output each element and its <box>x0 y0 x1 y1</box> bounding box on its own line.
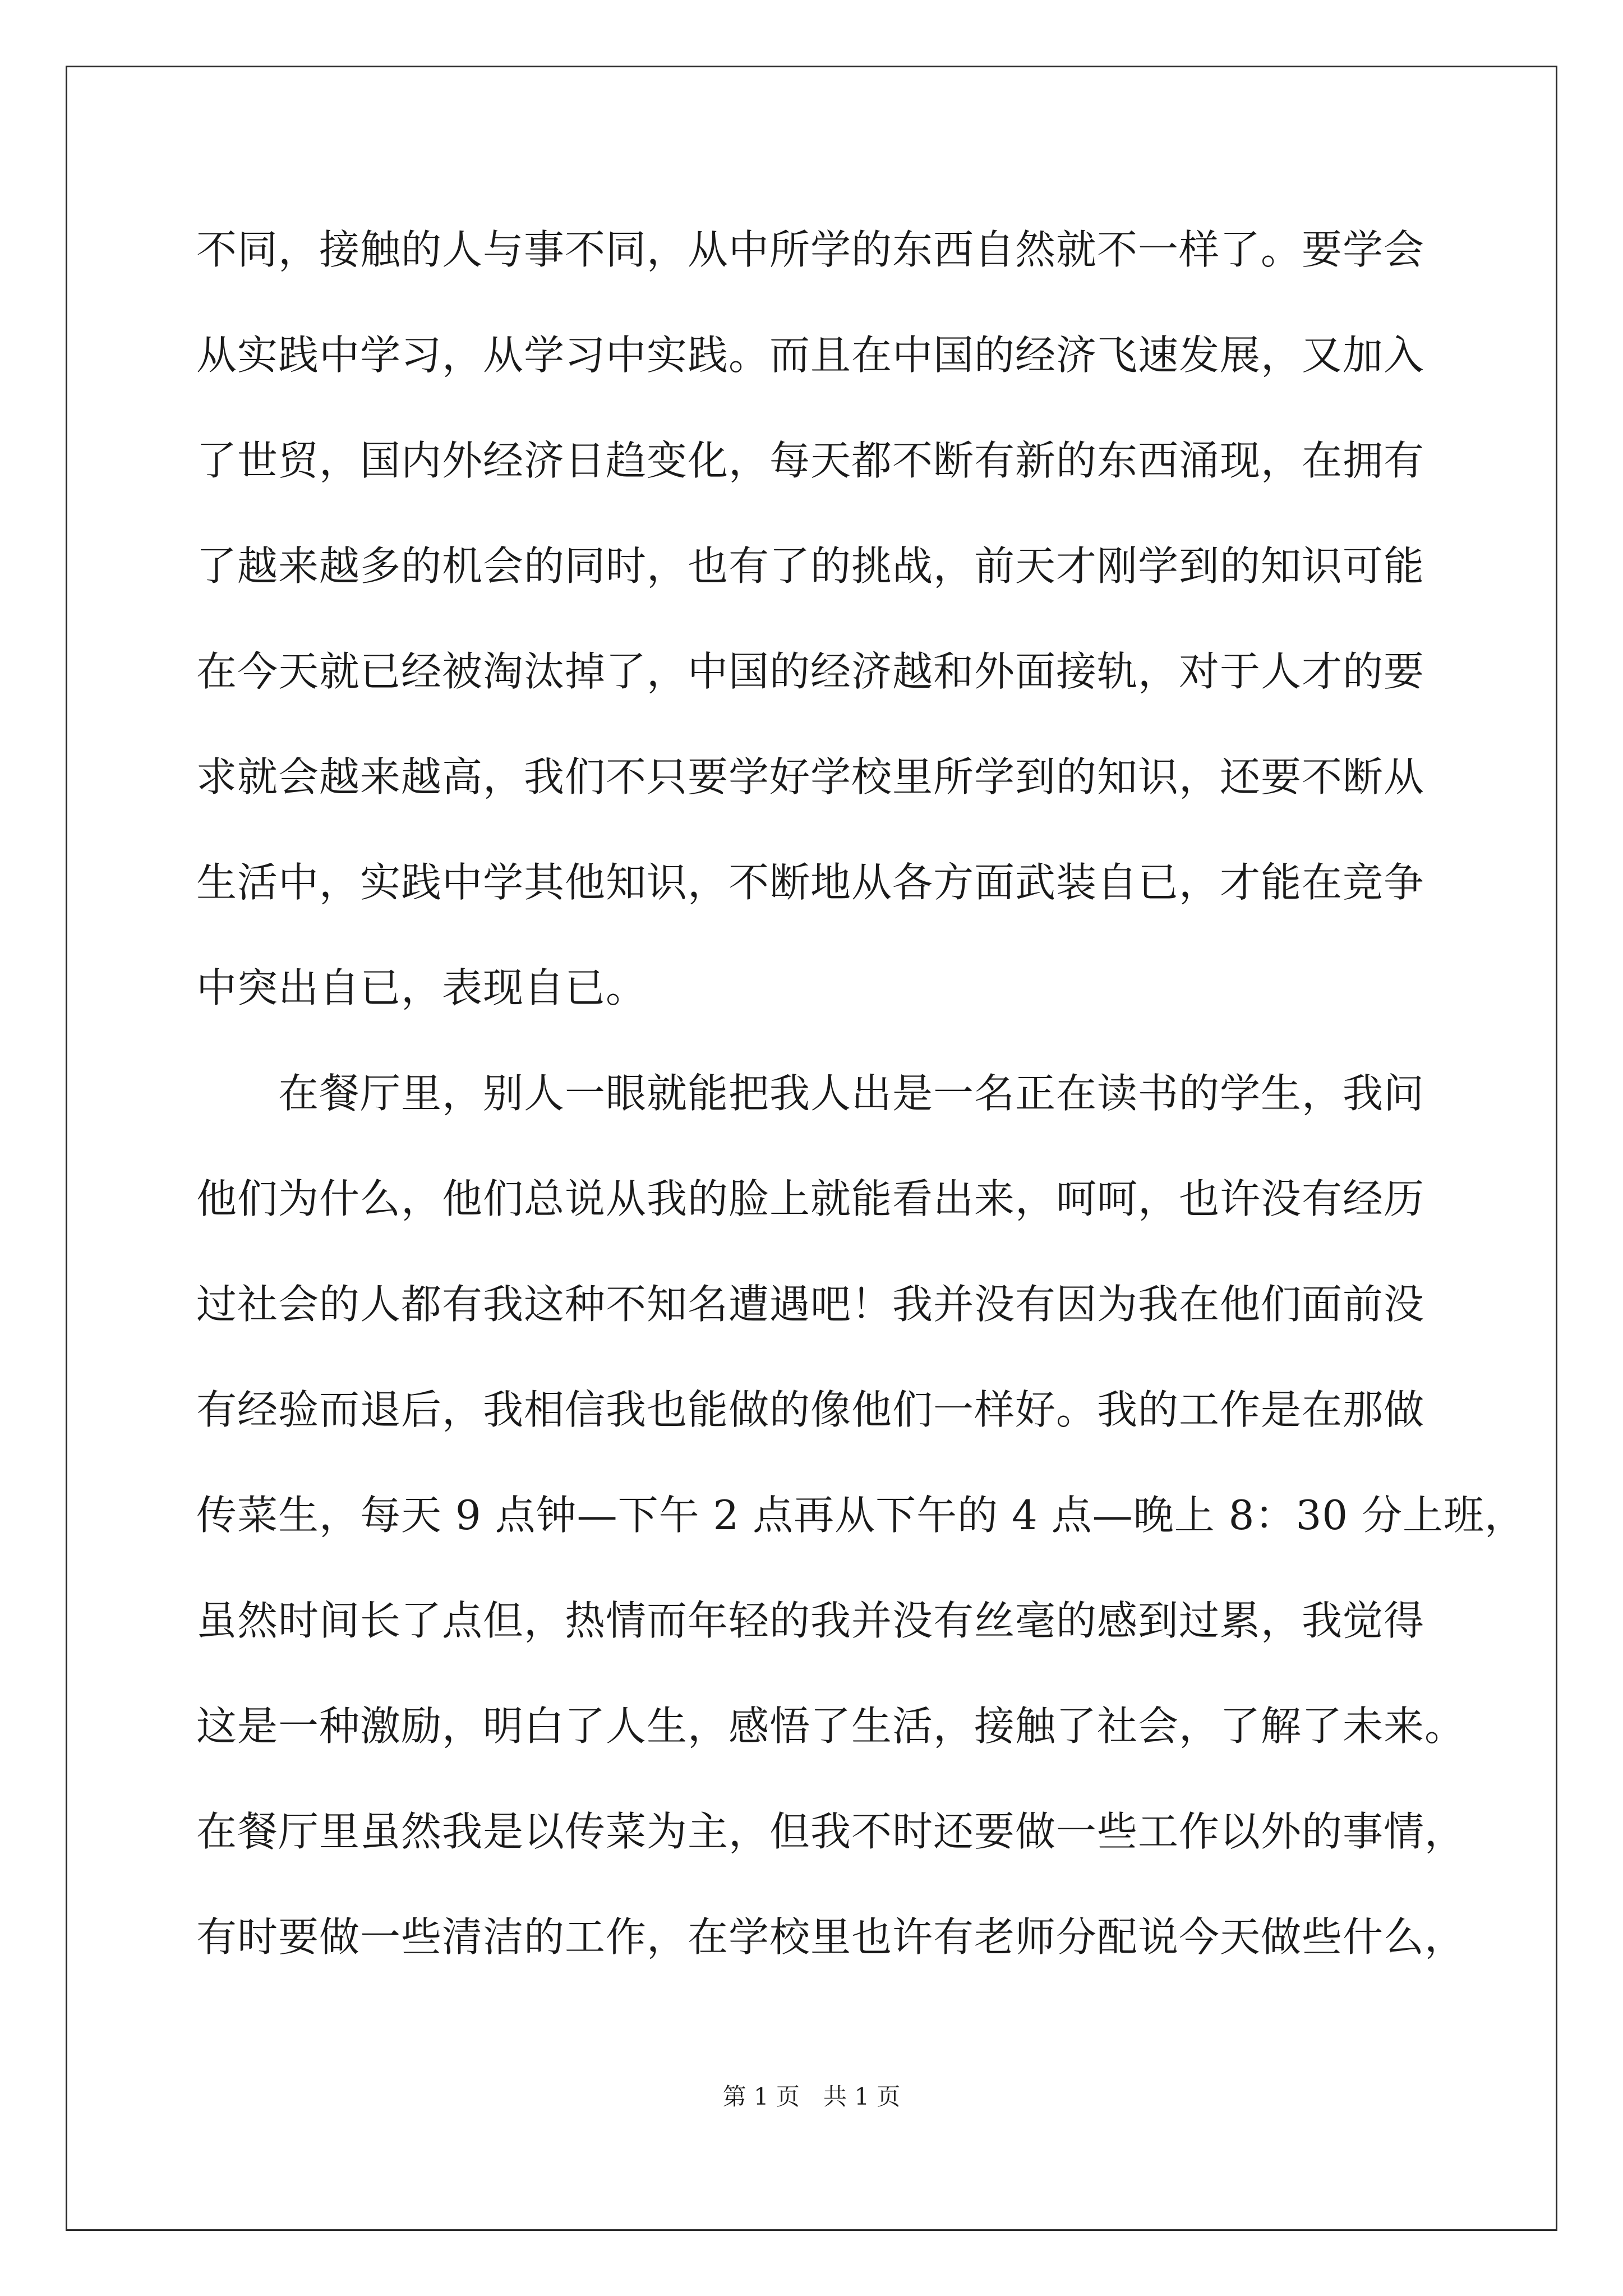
text-line: 生活中，实践中学其他知识，不断地从各方面武装自已，才能在竞争 <box>196 859 1425 906</box>
paragraph-start-line: 在餐厅里，别人一眼就能把我人出是一名正在读书的学生，我问 <box>278 1070 1425 1117</box>
text-line: 求就会越来越高，我们不只要学好学校里所学到的知识，还要不断从 <box>196 753 1425 800</box>
text-line: 了世贸，国内外经济日趋变化，每天都不断有新的东西涌现，在拥有 <box>196 437 1425 484</box>
text-line: 在餐厅里虽然我是以传菜为主，但我不时还要做一些工作以外的事情， <box>196 1808 1466 1855</box>
text-line: 了越来越多的机会的同时，也有了的挑战，前天才刚学到的知识可能 <box>196 542 1425 590</box>
text-line: 虽然时间长了点但，热情而年轻的我并没有丝毫的感到过累，我觉得 <box>196 1597 1425 1644</box>
page-footer: 第 1 页 共 1 页 <box>722 2083 901 2110</box>
text-line: 不同，接触的人与事不同，从中所学的东西自然就不一样了。要学会 <box>196 226 1425 273</box>
text-line: 中突出自已，表现自已。 <box>196 964 647 1011</box>
text-line: 这是一种激励，明白了人生，感悟了生活，接触了社会，了解了未来。 <box>196 1703 1466 1750</box>
text-line: 传菜生，每天 9 点钟—下午 2 点再从下午的 4 点—晚上 8：30 分上班， <box>196 1492 1525 1539</box>
document-body <box>196 219 1525 2012</box>
text-line: 他们为什么，他们总说从我的脸上就能看出来，呵呵，也许没有经历 <box>196 1175 1425 1222</box>
text-line: 在今天就已经被淘汰掉了，中国的经济越和外面接轨，对于人才的要 <box>196 648 1425 695</box>
text-line: 从实践中学习，从学习中实践。而且在中国的经济飞速发展，又加入 <box>196 332 1425 379</box>
text-line: 有时要做一些清洁的工作，在学校里也许有老师分配说今天做些什么， <box>196 1913 1466 1961</box>
text-line: 过社会的人都有我这种不知名遭遇吧！我并没有因为我在他们面前没 <box>196 1281 1425 1328</box>
text-line: 有经验而退后，我相信我也能做的像他们一样好。我的工作是在那做 <box>196 1386 1425 1433</box>
